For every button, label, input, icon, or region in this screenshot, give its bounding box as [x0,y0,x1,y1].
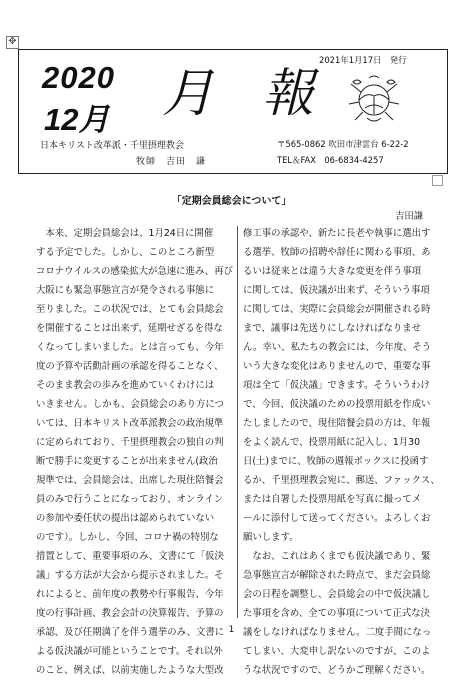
article-line: 議」する方法が大会から提示されました。そ [36,570,224,581]
article-line: の参加や委任状の提出は認められていない [36,513,215,524]
page-number: 1 [228,625,235,635]
article-line: るいは従来とは違う大きな変更を伴う事項 [243,266,422,277]
dove-emblem-icon [343,74,405,126]
article-column-left [36,224,232,680]
article-line: れによると、前年度の教勢や行事報告、今年 [36,589,224,600]
article-line: まで、議事は先送りにしなければなりませ [243,323,421,334]
article-line: くなってしまいました。とは言っても、今年 [36,342,224,353]
article-line: いては、日本キリスト改革派教会の政治規準 [36,418,224,429]
article-column-right [243,224,439,680]
column-divider [237,226,238,618]
text-box-handle[interactable] [432,175,443,186]
article-line: 度の予算や活動計画の承認を得ることなく、 [36,361,224,372]
article-line: る選挙、牧師の招聘や辞任に関わる事項、あ [243,247,431,258]
article-line: または自署した投票用紙を写真に撮ってメ [243,494,422,505]
article-line: いう大きな変化はありませんので、重要な事 [243,361,431,372]
article-line: そのまま教会の歩みを進めていくわけには [36,380,215,391]
article-line: 願いします。 [243,532,299,543]
masthead-month: 12月 [44,102,110,137]
article-line: 日(土)までに、牧師の週報ボックスに投函す [243,456,429,467]
article-line: 度の行事計画、教会会計の決算報告、予算の [36,608,224,619]
article-line: ールに添付して送ってください。よろしくお [243,513,431,524]
article-line: で、今回、仮決議のための投票用紙を作成い [243,399,431,410]
article-line: 措置として、重要事項のみ、文書にて「仮決 [36,551,224,562]
article-line: 急事態宣言が解除された時点で、まだ会員総 [243,570,431,581]
article-line: 会の日程を調整し、会員総会の中で仮決議し [243,589,431,600]
article-line: よる仮決議が可能ということです。それ以外 [36,646,223,657]
article-line: たしましたので、現住陪餐会員の方は、年報 [243,418,431,429]
article-line: 員のみで行うことになっており、オンライン [36,494,224,505]
pastor-name: 牧師 吉田 謙 [136,157,207,167]
church-address: 〒565-0862 吹田市津雲台 6-22-2 [277,139,409,149]
article-line: を開催することは出来ず、延期せざるを得な [36,323,223,334]
church-tel-fax: TEL＆FAX 06-6834-4257 [277,155,384,165]
article-line: ん。幸い、私たちの教会には、今年度、そう [243,342,432,353]
article-title: 「定期会員総会について」 [171,196,292,207]
article-line: た事項を含め、全ての事項について正式な決 [243,608,430,619]
article-line: るか、千里摂理教会宛に、郵送、ファックス、 [243,475,440,486]
article-line: に定められており、千里摂理教会の独自の判 [36,437,224,448]
article-line: てしまい、大変申し訳ないのですが、このよ [243,646,431,657]
article-line: に関しては、仮決議が出来ず、そういう事項 [243,285,430,296]
article-line: をよく読んで、投票用紙に記入し、1月30 [243,437,421,448]
article-line: 大阪にも緊急事態宣言が発令される事態に [36,285,215,296]
article-line: 議をしなければなりません。二度手間になっ [243,627,432,638]
article-line: のこと、例えば、以前実施したような大型改 [36,665,224,676]
newsletter-title: 月報 [162,64,363,124]
article-author: 吉田謙 [395,211,424,222]
article-line: 至りました。この状況では、とても会員総会 [36,304,224,315]
article-line: うな状況ですので、どうかご理解ください。 [243,665,431,676]
masthead-year: 2020 [42,60,115,95]
article-line: いきません。しかも、会員総会のあり方につ [36,399,224,410]
article-line: コロナウイルスの感染拡大が急速に進み、再び [36,266,233,277]
article-line: 本来、定期会員総会は、1月24日に開催 [36,228,214,239]
article-line: なお、これはあくまでも仮決議であり、緊 [243,551,431,562]
move-anchor-icon[interactable]: ✥ [6,36,19,49]
issue-date: 2021年1月17日 発行 [319,55,407,65]
article-line: のです）。しかし、今回、コロナ禍の特別な [36,532,219,543]
article-line: 断で勝手に変更することが出来ません(政治 [36,456,218,467]
church-name: 日本キリスト改革派・千里摂理教会 [40,141,184,151]
article-line: 規準では、会員総会は、出席した現住陪餐会 [36,475,224,486]
article-line: 承認、及び任期満了を伴う選挙のみ、文書に [36,627,225,638]
article-line: 修工事の承認や、新たに長老や執事に選出す [243,228,431,239]
article-line: に関しては、実際に会員総会が開催される時 [243,304,431,315]
article-line: する予定でした。しかし、このところ新型 [36,247,215,258]
article-line: 項は全て「仮決議」できます。そういうわけ [243,380,430,391]
